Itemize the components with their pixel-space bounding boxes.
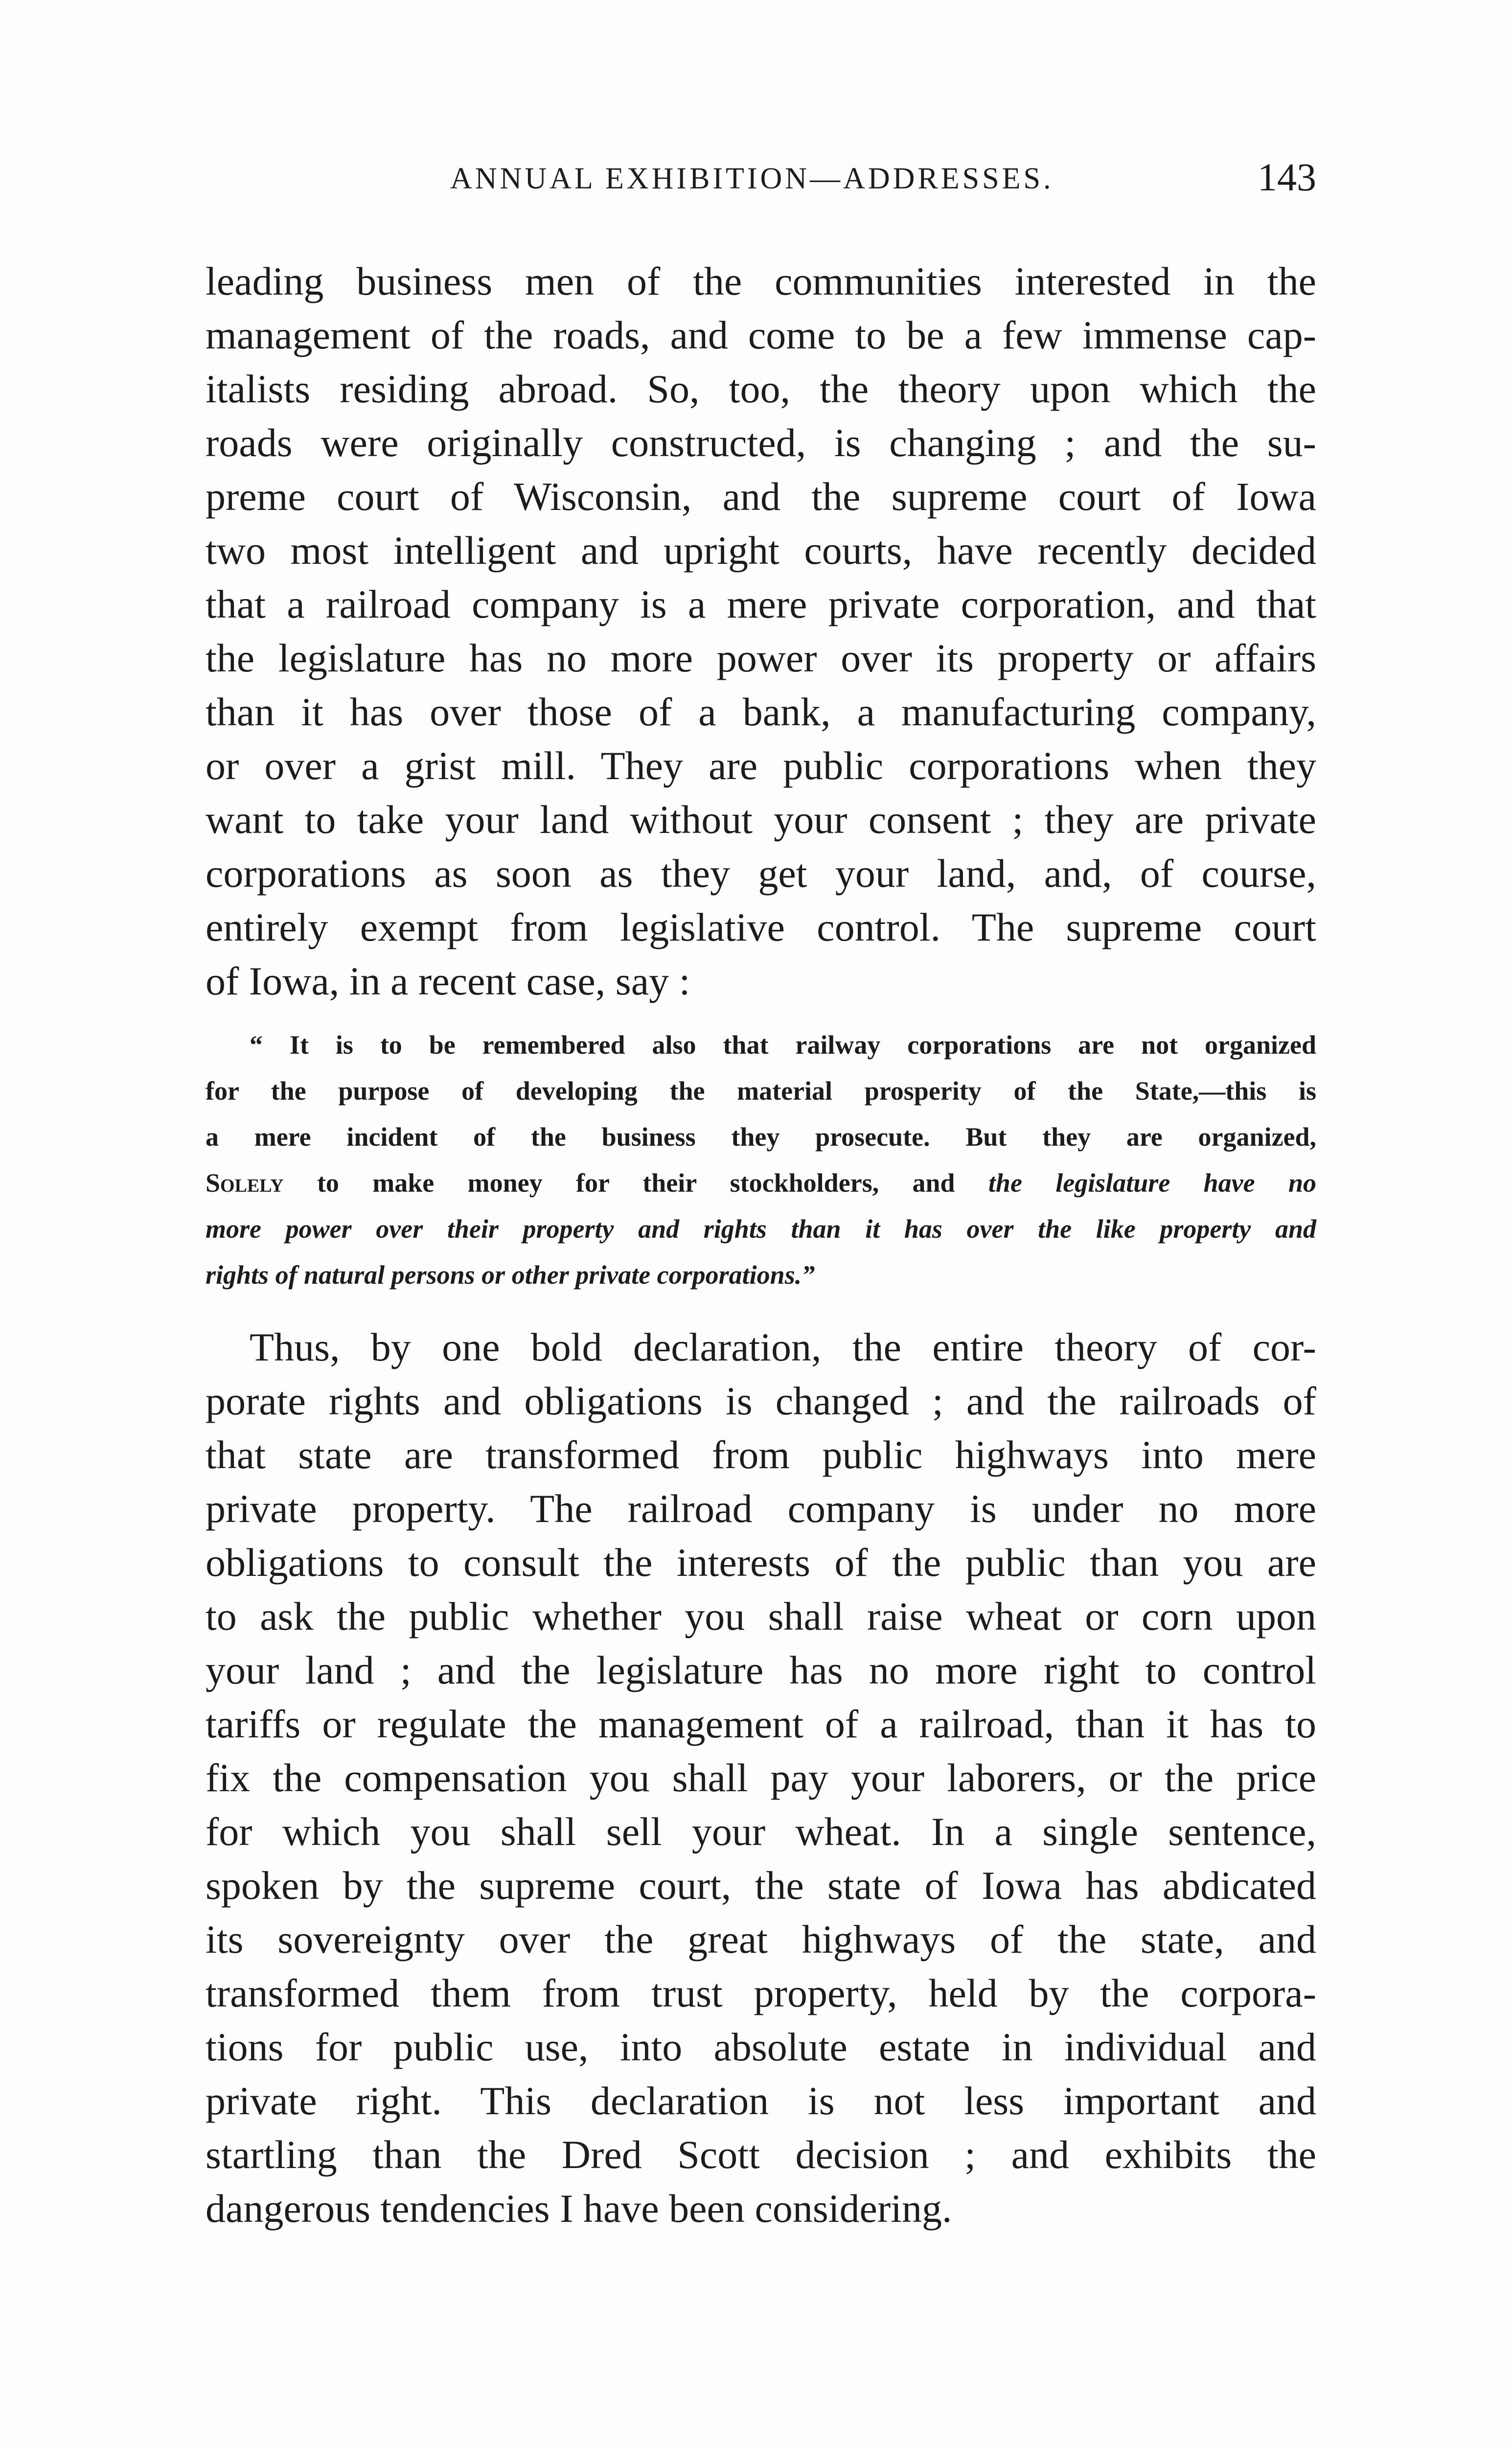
text-line: its sovereignty over the great highways of the state, and [206,1917,1316,1962]
quote-line: “ It is to be remembered also that railway corporations are not organized [250,1030,1316,1060]
text-line: two most intelligent and upright courts, have recently decided [206,528,1316,573]
text-line: startling than the Dred Scott decision ; and exhibits the [206,2132,1316,2177]
page-header [206,156,1316,206]
quote-line: for the purpose of developing the material prosperity of the State,—this is [206,1076,1316,1106]
text-line: than it has over those of a bank, a manufacturing company, [206,690,1316,734]
text-line: obligations to consult the interests of the public than you are [206,1540,1316,1585]
text-line: dangerous tendencies I have been considering. [206,2186,952,2231]
text-line: transformed them from trust property, held by the corpora- [206,1971,1316,2015]
paragraph-1 [206,254,1316,1008]
text-line: porate rights and obligations is changed ; and the railroads of [206,1379,1316,1423]
text-line: or over a grist mill. They are public corporations when they [206,743,1316,788]
text-line: management of the roads, and come to be a few immense cap- [206,313,1316,357]
text-line: entirely exempt from legislative control. The supreme court [206,905,1316,949]
quote-line: rights of natural persons or other private corporations.” [206,1260,815,1290]
text-line: of Iowa, in a recent case, say : [206,959,690,1003]
text-line: that a railroad company is a mere private corporation, and that [206,582,1316,626]
text-line: private property. The railroad company is under no more [206,1486,1316,1531]
text-line: italists residing abroad. So, too, the theory upon which the [206,367,1316,411]
text-line: want to take your land without your consent ; they are private [206,797,1316,842]
text-line: that state are transformed from public highways into mere [206,1432,1316,1477]
page-number: 143 [1258,156,1316,199]
quote-line: more power over their property and rights than it has over the like property and [206,1214,1316,1244]
text-line: the legislature has no more power over its property or affairs [206,636,1316,680]
text-line: fix the compensation you shall pay your laborers, or the price [206,1755,1316,1800]
text-line: private right. This declaration is not less important and [206,2078,1316,2123]
quote-smallcaps: Solely [206,1168,284,1198]
text-line: leading business men of the communities interested in the [206,259,1316,303]
text-line: Thus, by one bold declaration, the entire theory of cor- [250,1325,1316,1369]
text-line: preme court of Wisconsin, and the supreme court of Iowa [206,474,1316,519]
running-head: ANNUAL EXHIBITION—ADDRESSES. [450,162,1054,195]
body-text [206,254,1316,2236]
text-line: to ask the public whether you shall raise wheat or corn upon [206,1594,1316,1639]
text-line: roads were originally constructed, is changing ; and the su- [206,420,1316,465]
quote-segment: to make money for their stockholders, and [283,1168,988,1198]
quote-italic: the legislature have no [988,1168,1316,1198]
quote-line [206,1160,1316,1206]
text-line: for which you shall sell your wheat. In a single sentence, [206,1809,1316,1854]
text-line: tions for public use, into absolute estate in individual and [206,2025,1316,2069]
text-line: corporations as soon as they get your land, and, of course, [206,851,1316,896]
quote-line: a mere incident of the business they prosecute. But they are organized, [206,1122,1316,1152]
paragraph-2 [206,1320,1316,2236]
text-line: spoken by the supreme court, the state of Iowa has abdicated [206,1863,1316,1908]
block-quote [206,1022,1316,1298]
text-line: your land ; and the legislature has no more right to control [206,1648,1316,1692]
text-line: tariffs or regulate the management of a railroad, than it has to [206,1702,1316,1746]
